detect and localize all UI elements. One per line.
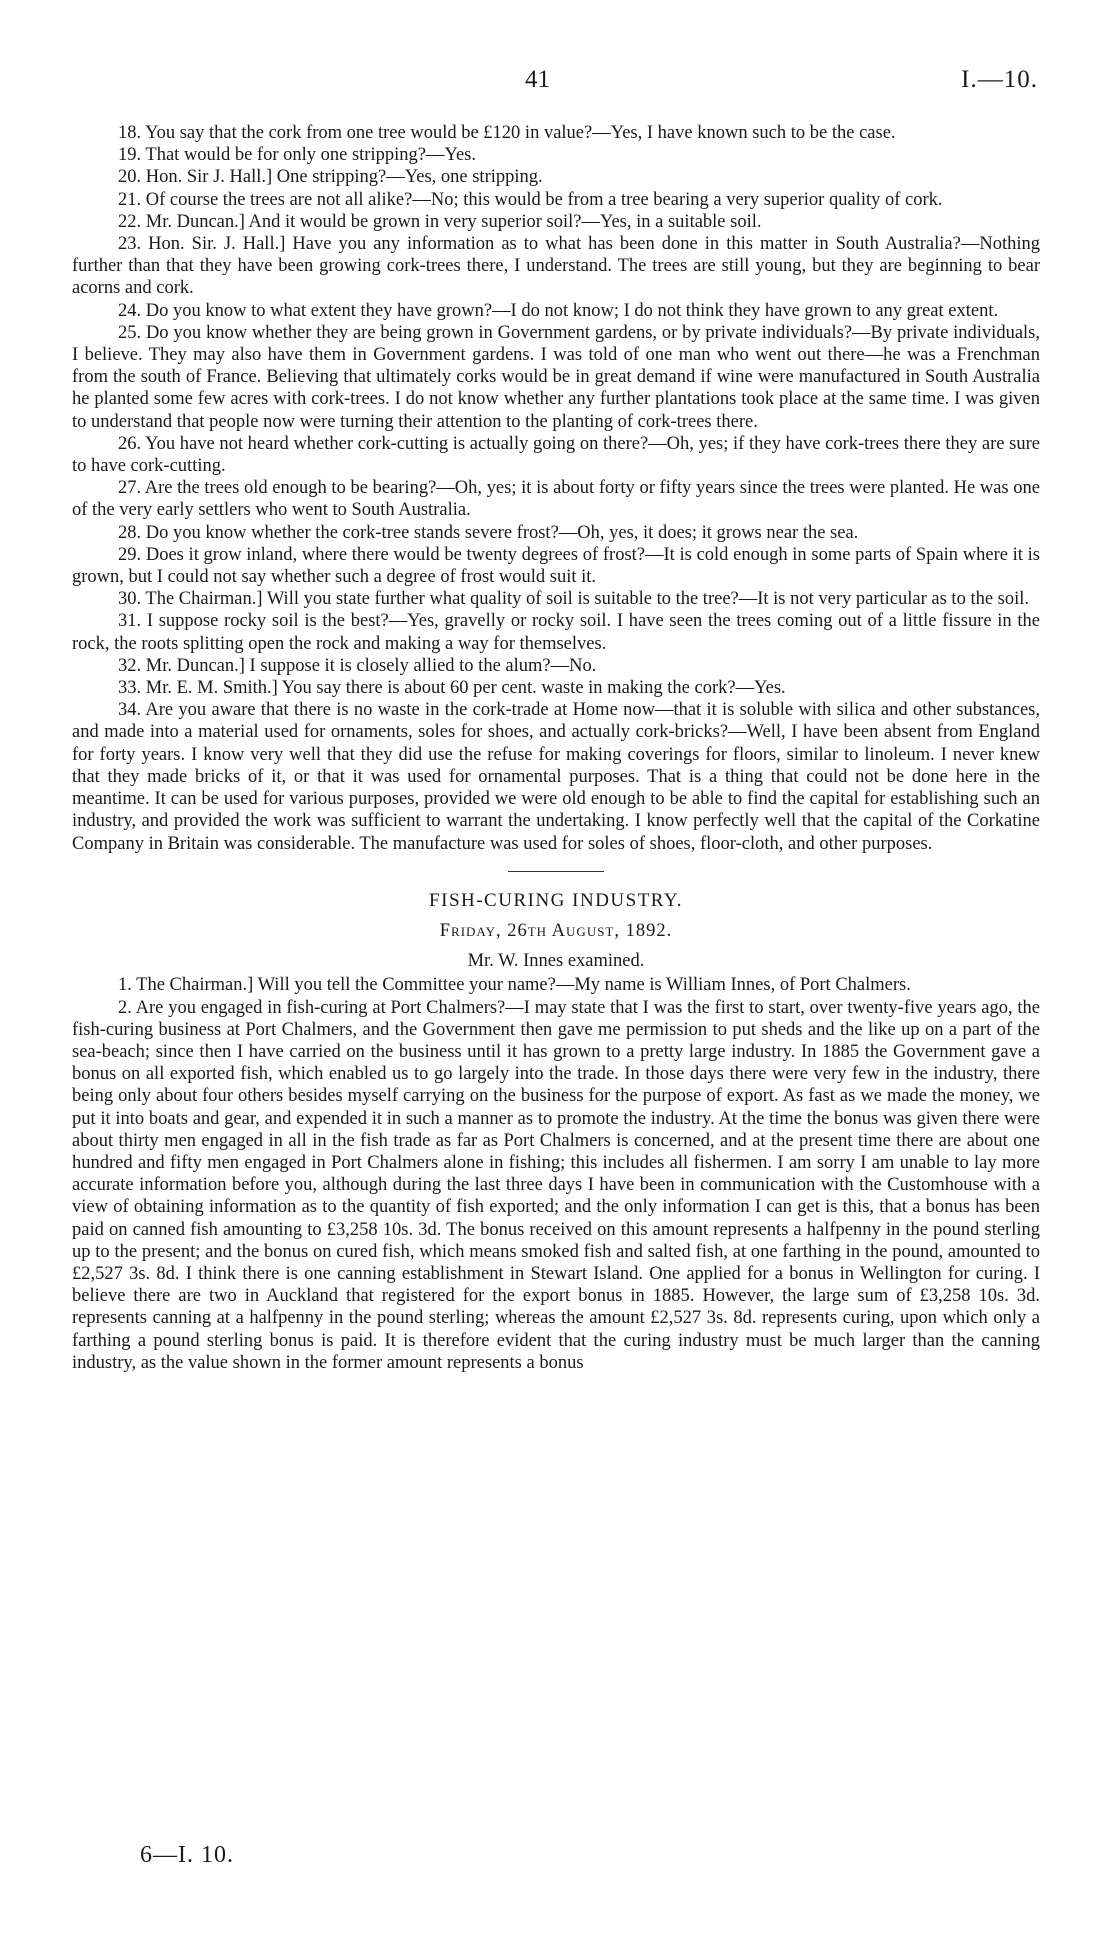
paragraph-23: 23. Hon. Sir. J. Hall.] Have you any information as to what has been done in this matter in South Australia?—Nothing further than that they have been growing cork-trees there, I understand. The trees are still young, but they are beginning to bear acorns and cork. bbox=[72, 234, 1040, 299]
paragraph-22: 22. Mr. Duncan.] And it would be grown in very superior soil?—Yes, in a suitable soil. bbox=[118, 211, 762, 232]
printer-signature: 6—I. 10. bbox=[140, 1842, 234, 1868]
paragraph-fish-1: 1. The Chairman.] Will you tell the Committee your name?—My name is William Innes, of Port Chalmers. bbox=[118, 975, 911, 996]
document-reference: I.—10. bbox=[961, 66, 1038, 93]
paragraph-19: 19. That would be for only one stripping?—Yes. bbox=[118, 145, 476, 166]
paragraph-29: 29. Does it grow inland, where there would be twenty degrees of frost?—It is cold enough in some parts of Spain where it is grown, but I could not say whether such a degree of frost would suit it. bbox=[72, 544, 1040, 588]
paragraph-18: 18. You say that the cork from one tree would be £120 in value?—Yes, I have known such to be the case. bbox=[118, 123, 896, 143]
page-number: 41 bbox=[525, 66, 550, 93]
section-date: Friday, 26th August, 1892. bbox=[439, 920, 673, 941]
witness-line: Mr. W. Innes examined. bbox=[467, 951, 645, 972]
paragraph-31: 31. I suppose rocky soil is the best?—Yes, gravelly or rocky soil. I have seen the trees coming out of a little fissure in the rock, the roots splitting open the rock and making a way for themselves. bbox=[72, 611, 1040, 654]
paragraph-25: 25. Do you know whether they are being grown in Government gardens, or by private individuals?—By private individuals, I believe. They may also have them in Government gardens. I was told of one man who went out there—he was a Frenchman from the south of France. Believing that ultimately corks would be in great demand if wine were manufactured in South Australia he planted some few acres with cork-trees. I do not know whether any further plantations took place at the same time. I was given to understand that people now were turning their attention to the planting of cork-trees there. bbox=[72, 322, 1040, 432]
paragraph-21: 21. Of course the trees are not all alike?—No; this would be from a tree bearing a very superior quality of cork. bbox=[118, 189, 943, 210]
paragraph-20: 20. Hon. Sir J. Hall.] One stripping?—Yes, one stripping. bbox=[118, 167, 543, 188]
paragraph-34: 34. Are you aware that there is no waste in the cork-trade at Home now—that it is soluble with silica and other substances, and made into a material used for ornaments, soles for shoes, and actually cork-bricks?—Well, I have been absent from England for forty years. I know very well that they did use the refuse for making coverings for floors, similar to linoleum. I never knew that they made bricks of it, or that it was used for ornamental purposes. That is a thing that could not be done here in the meantime. It can be used for various purposes, provided we were old enough to be able to find the capital for establishing such an industry, and provided the work was sufficient to warrant the undertaking. I know perfectly well that the capital of the Corkatine Company in Britain was considerable. The manufacture was used for soles of shoes, floor-cloth, and other purposes. bbox=[72, 700, 1040, 854]
paragraph-32: 32. Mr. Duncan.] I suppose it is closely allied to the alum?—No. bbox=[118, 655, 597, 676]
page-body bbox=[72, 122, 1040, 1374]
section-divider bbox=[508, 871, 604, 872]
paragraph-27: 27. Are the trees old enough to be bearing?—Oh, yes; it is about forty or fifty years since the trees were planted. He was one of the very early settlers who went to South Australia. bbox=[72, 478, 1040, 521]
paragraph-33: 33. Mr. E. M. Smith.] You say there is about 60 per cent. waste in making the cork?—Yes. bbox=[118, 678, 786, 699]
page-header bbox=[0, 66, 1114, 100]
paragraph-26: 26. You have not heard whether cork-cutting is actually going on there?—Oh, yes; if they have cork-trees there they are sure to have cork-cutting. bbox=[72, 433, 1040, 477]
paragraph-30: 30. The Chairman.] Will you state further what quality of soil is suitable to the tree?—It is not very particular as to the soil. bbox=[118, 589, 1030, 610]
paragraph-24: 24. Do you know to what extent they have grown?—I do not know; I do not think they have grown to any great extent. bbox=[118, 300, 999, 321]
paragraph-28: 28. Do you know whether the cork-tree stands severe frost?—Oh, yes, it does; it grows near the sea. bbox=[118, 522, 859, 543]
section-title: FISH-CURING INDUSTRY. bbox=[429, 889, 683, 911]
paragraph-fish-2: 2. Are you engaged in fish-curing at Port Chalmers?—I may state that I was the first to start, over twenty-five years ago, the fish-curing business at Port Chalmers, and the Government then gave me permission to put sheds and the like up on a part of the sea-beach; since then I have carried on the business until it has grown to a pretty large industry. In 1885 the Government gave a bonus on all exported fish, which enabled us to go largely into the trade. In those days there were very few in the industry, there being only about four others besides myself carrying on the business for the purpose of export. As fast as we made the money, we put it into boats and gear, and expended it in such a manner as to promote the industry. At the time the bonus was given there were about thirty men engaged in all in the fish trade as far as Port Chalmers is concerned, and at the present time there are about one hundred and fifty men engaged in Port Chalmers alone in fishing; this includes all fishermen. I am sorry I am unable to lay more accurate information before you, although during the last three days I have been in communication with the Customhouse with a view of obtaining information as to the quantity of fish exported; and the only information I can get is this, that a bonus has been paid on canned fish amounting to £3,258 10s. 3d. The bonus received on this amount represents a halfpenny in the pound sterling up to the present; and the bonus on cured fish, which means smoked fish and salted fish, at one farthing in the pound, amounted to £2,527 3s. 8d. I think there is one canning establishment in Stewart Island. One applied for a bonus in Wellington for curing. I believe there are two in Auckland that registered for the export bonus in 1885. However, the large sum of £3,258 10s. 3d. represents canning at a halfpenny in the pound sterling; whereas the amount £2,527 3s. 8d. represents curing, upon which only a farthing a pound sterling bonus is paid. It is therefore evident that the curing industry must be much larger than the canning industry, as the value shown in the former amount represents a bonus bbox=[72, 997, 1040, 1373]
